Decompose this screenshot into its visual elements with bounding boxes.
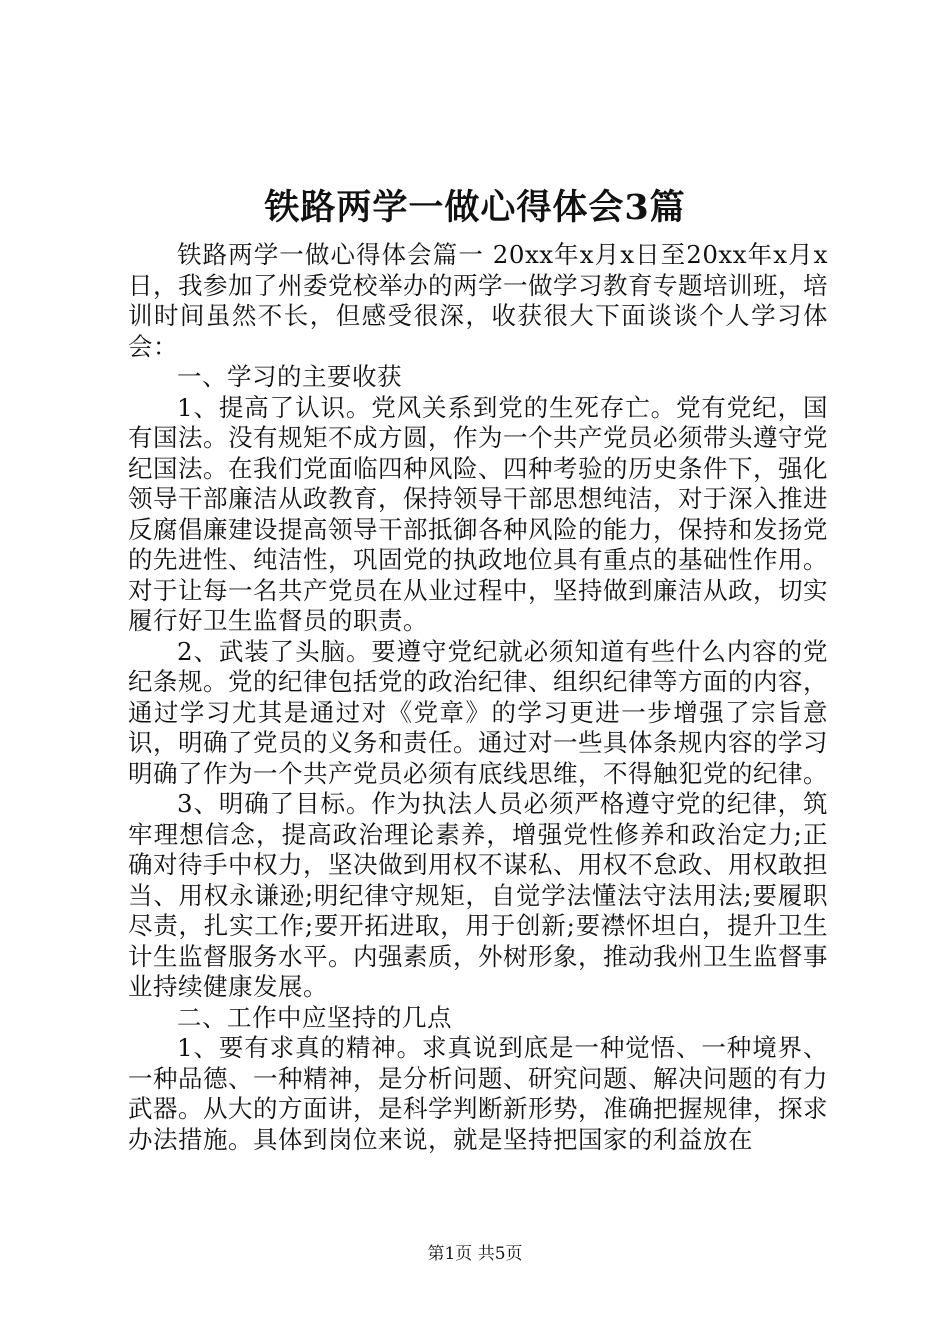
paragraph-item-4: 1、要有求真的精神。求真说到底是一种觉悟、一种境界、一种品德、一种精神，是分析问题、研究问题、解决问题的有力武器。从大的方面讲，是科学判断新形势，准确把握规律，探求办法措施。具体到岗位来说，就是坚持把国家的利益放在 [128,1033,828,1154]
page-footer: 第1页 共5页 [427,1244,523,1264]
document-title: 铁路两学一做心得体会3篇 [264,187,686,228]
document-body [128,240,828,1155]
section-heading-2: 二、工作中应坚持的几点 [177,1002,452,1032]
paragraph-item-3: 3、明确了目标。作为执法人员必须严格遵守党的纪律，筑牢理想信念，提高政治理论素养，增强党性修养和政治定力;正确对待手中权力，坚决做到用权不谋私、用权不怠政、用权敢担当、用权永谦逊;明纪律守规矩，自觉学法懂法守法用法;要履职尽责，扎实工作;要开拓进取，用于创新;要襟怀坦白，提升卫生计生监督服务水平。内强素质，外树形象，推动我州卫生监督事业持续健康发展。 [128,789,828,1001]
paragraph-item-2: 2、武装了头脑。要遵守党纪就必须知道有些什么内容的党纪条规。党的纪律包括党的政治纪律、组织纪律等方面的内容，通过学习尤其是通过对《党章》的学习更进一步增强了宗旨意识，明确了党员的义务和责任。通过对一些具体条规内容的学习明确了作为一个共产党员必须有底线思维，不得触犯党的纪律。 [128,636,828,788]
paragraph-item-1: 1、提高了认识。党风关系到党的生死存亡。党有党纪，国有国法。没有规矩不成方圆，作为一个共产党员必须带头遵守党纪国法。在我们党面临四种风险、四种考验的历史条件下，强化领导干部廉洁从政教育，保持领导干部思想纯洁，对于深入推进反腐倡廉建设提高领导干部抵御各种风险的能力，保持和发扬党的先进性、纯洁性，巩固党的执政地位具有重点的基础性作用。对于让每一名共产党员在从业过程中，坚持做到廉洁从政，切实履行好卫生监督员的职责。 [128,392,828,635]
intro-paragraph: 铁路两学一做心得体会篇一 20xx年x月x日至20xx年x月x日，我参加了州委党校举办的两学一做学习教育专题培训班，培训时间虽然不长，但感受很深，收获很大下面谈谈个人学习体会： [128,240,828,361]
section-heading-1: 一、学习的主要收获 [177,362,402,391]
